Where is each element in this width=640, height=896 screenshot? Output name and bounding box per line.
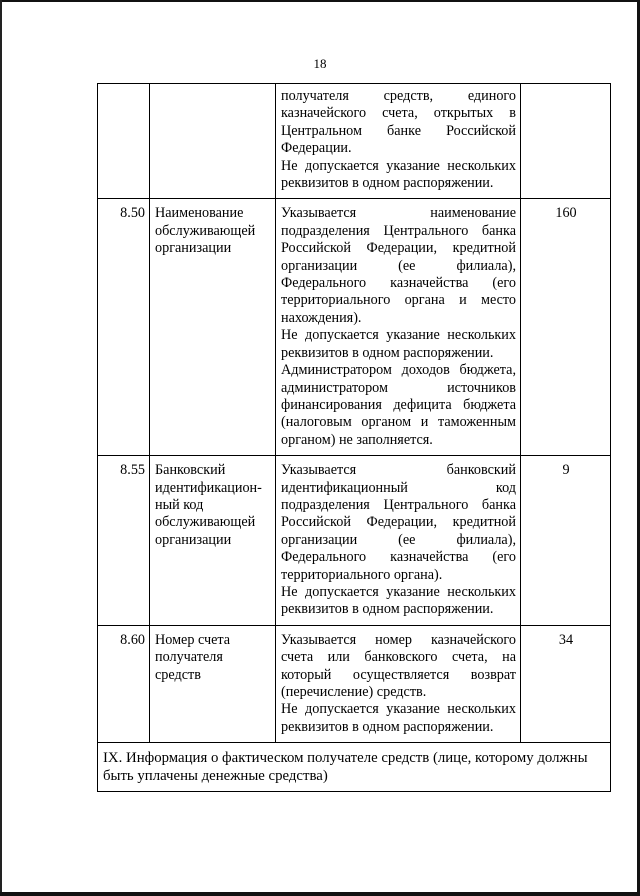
description-paragraph: Указывается наименование подразделения Центрального банка Российской Федерации, кредитной организации (ее филиала), Федерального казначейства (его территориального органа и место нахождения). — [281, 205, 516, 326]
requisites-table — [97, 83, 611, 792]
row-description — [276, 84, 521, 199]
row-name: Наименование обслуживающей организации — [150, 199, 276, 456]
row-length: 160 — [521, 199, 611, 456]
row-number — [98, 84, 150, 199]
row-name: Банковский идентификацион-ный код обслуживающей организации — [150, 456, 276, 626]
description-paragraph: получателя средств, единого казначейского счета, открытых в Центральном банке Российской Федерации. — [281, 88, 516, 157]
scan-edge-left — [0, 0, 2, 896]
scan-edge-bottom — [0, 892, 640, 896]
row-number: 8.60 — [98, 625, 150, 742]
row-number: 8.50 — [98, 199, 150, 456]
description-paragraph: Не допускается указание нескольких реквизитов в одном распоряжении. — [281, 701, 516, 735]
description-paragraph: Не допускается указание нескольких реквизитов в одном распоряжении. — [281, 583, 516, 618]
row-description — [276, 625, 521, 742]
row-description — [276, 199, 521, 456]
row-name: Номер счета получателя средств — [150, 625, 276, 742]
table-row — [98, 625, 611, 742]
row-number: 8.55 — [98, 456, 150, 626]
row-name — [150, 84, 276, 199]
description-paragraph: Не допускается указание нескольких реквизитов в одном распоряжении. — [281, 157, 516, 192]
row-description — [276, 456, 521, 626]
page-number: 18 — [313, 56, 327, 71]
section-heading: IX. Информация о фактическом получателе средств (лице, которому должны быть уплачены денежные средства) — [98, 743, 611, 792]
description-paragraph: Администратором доходов бюджета, администратором источников финансирования дефицита бюджета (налоговым органом и таможенным органом) не заполняется. — [281, 362, 516, 448]
table-row — [98, 84, 611, 199]
description-paragraph: Указывается номер казначейского счета или банковского счета, на который осуществляется возврат (перечисление) средств. — [281, 631, 516, 700]
table-row — [98, 199, 611, 456]
description-paragraph: Не допускается указание нескольких реквизитов в одном распоряжении. — [281, 327, 516, 361]
scan-edge-top — [0, 0, 640, 2]
table-row — [98, 456, 611, 626]
row-length: 9 — [521, 456, 611, 626]
row-length — [521, 84, 611, 199]
description-paragraph: Указывается банковский идентификационный код подразделения Центрального банка Российской Федерации, кредитной организации (ее филиала), Федерального казначейства (его территориального органа). — [281, 462, 516, 583]
row-length: 34 — [521, 625, 611, 742]
section-row — [98, 743, 611, 792]
